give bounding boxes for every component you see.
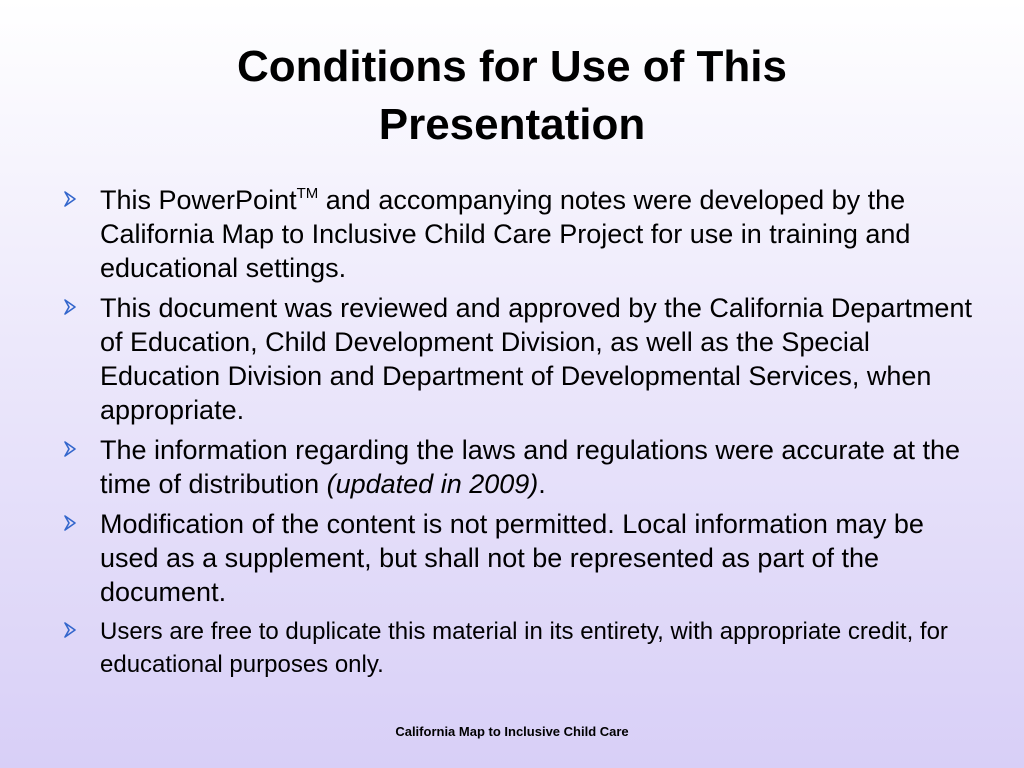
arrow-bullet-icon [62, 440, 78, 458]
slide-title: Conditions for Use of This Presentation [237, 42, 787, 149]
arrow-bullet-icon [62, 621, 78, 639]
bullet-text-1a: This PowerPoint [100, 185, 297, 215]
bullet-item-5 [62, 615, 977, 681]
bullet-item-4 [62, 507, 977, 609]
bullet-text-3a: The information regarding the laws and regulations were accurate at the time of distribution [100, 435, 960, 499]
bullet-item-3 [62, 433, 977, 501]
trademark-superscript: TM [296, 185, 319, 202]
bullet-text-3-italic: (updated in 2009) [326, 469, 539, 499]
bullet-text-4: Modification of the content is not permitted. Local information may be used as a supplement, but shall not be represented as part of the document. [100, 509, 924, 607]
bullet-item-1 [62, 183, 977, 285]
bullet-item-2 [62, 291, 977, 427]
arrow-bullet-icon [62, 514, 78, 532]
arrow-bullet-icon [62, 190, 78, 208]
bullet-text-5: Users are free to duplicate this material in its entirety, with appropriate credit, for educational purposes only. [100, 618, 948, 678]
bullet-list [62, 183, 977, 687]
bullet-text-1b: and accompanying notes were developed by the California Map to Inclusive Child Care Project for use in training and educational settings. [100, 185, 911, 283]
arrow-bullet-icon [62, 298, 78, 316]
bullet-text-3b: . [538, 469, 546, 499]
bullet-text-2: This document was reviewed and approved by the California Department of Education, Child Development Division, as well as the Special Education Division and Department of Developmental Services, when appropriate. [100, 293, 972, 425]
slide-footer: California Map to Inclusive Child Care [395, 724, 629, 739]
